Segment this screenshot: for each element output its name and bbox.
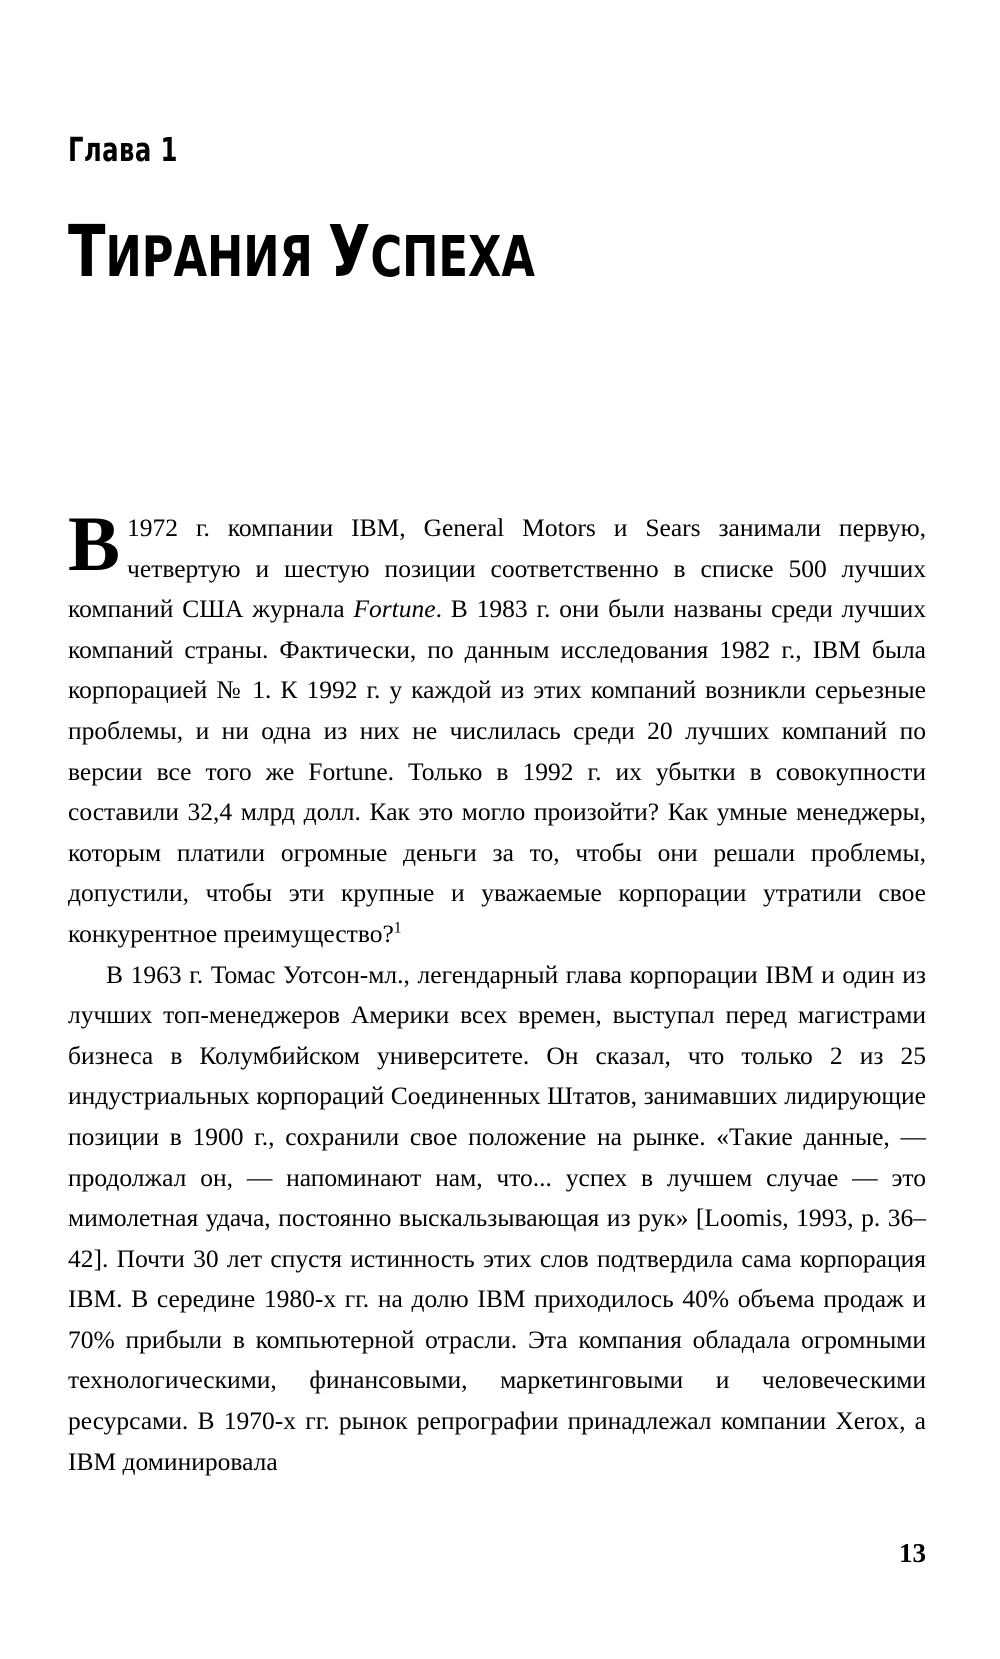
chapter-title-word1-cap: Т	[68, 210, 106, 293]
paragraph-1	[68, 500, 926, 955]
footnote-reference[interactable]: 1	[393, 919, 402, 937]
paragraph-1-text-after-italic: . В 1983 г. они были названы среди лучших компаний страны. Фактически, по данным исследования 1982 г., IBM была корпорацией № 1. К 1992 г. у каждой из этих компаний возникли серьезные проблемы, и ни одна из них не числилась среди 20 лучших компаний по версии все того же Fortune. Только в 1992 г. их убытки в совокупности составили 32,4 млрд долл. Как это могло произойти? Как умные менеджеры, которым платили огромные деньги за то, чтобы они решали проблемы, допустили, чтобы эти крупные и уважаемые корпорации утратили свое конкурентное преимущество?	[68, 594, 926, 948]
paragraph-1-text-before-italic: 1972 г. компании IBM, General Motors и Sears занимали первую, четвертую и шестую позиции соответственно в списке 500 лучших компаний США журнала	[68, 513, 926, 624]
body-text-block	[68, 500, 926, 1482]
chapter-title	[68, 210, 535, 293]
page-number: 13	[899, 1538, 926, 1568]
chapter-title-word1-rest: ИРАНИЯ	[105, 225, 313, 290]
drop-cap: В	[68, 500, 121, 587]
chapter-title-word2-rest: СПЕХА	[370, 225, 535, 290]
paragraph-1-italic-word: Fortune	[353, 594, 436, 624]
paragraph-2	[68, 955, 926, 1483]
paragraph-2-text: В 1963 г. Томас Уотсон-мл., легендарный глава корпорации IBM и один из лучших топ-менеджеров Америки всех времен, выступал перед магистрами бизнеса в Колумбийском университете. Он сказал, что только 2 из 25 индустриальных корпораций Соединенных Штатов, занимавших лидирующие позиции в 1900 г., сохранили свое положение на рынке. «Такие данные, — продолжал он, — напоминают нам, что... успех в лучшем случае — это мимолетная удача, постоянно выскальзывающая из рук» [Loomis, 1993, p. 36–42]. Почти 30 лет спустя истинность этих слов подтвердила сама корпорация IBM. В середине 1980-х гг. на долю IBM приходилось 40% объема продаж и 70% прибыли в компьютерной отрасли. Эта компания обладала огромными технологическими, финансовыми, маркетинговыми и человеческими ресурсами. В 1970-х гг. рынок репрографии принадлежал компании Xerox, а IBM доминировала	[68, 959, 926, 1476]
chapter-title-space	[313, 225, 328, 290]
chapter-title-word2-cap: У	[327, 210, 371, 293]
chapter-label: Глава 1	[68, 130, 178, 169]
